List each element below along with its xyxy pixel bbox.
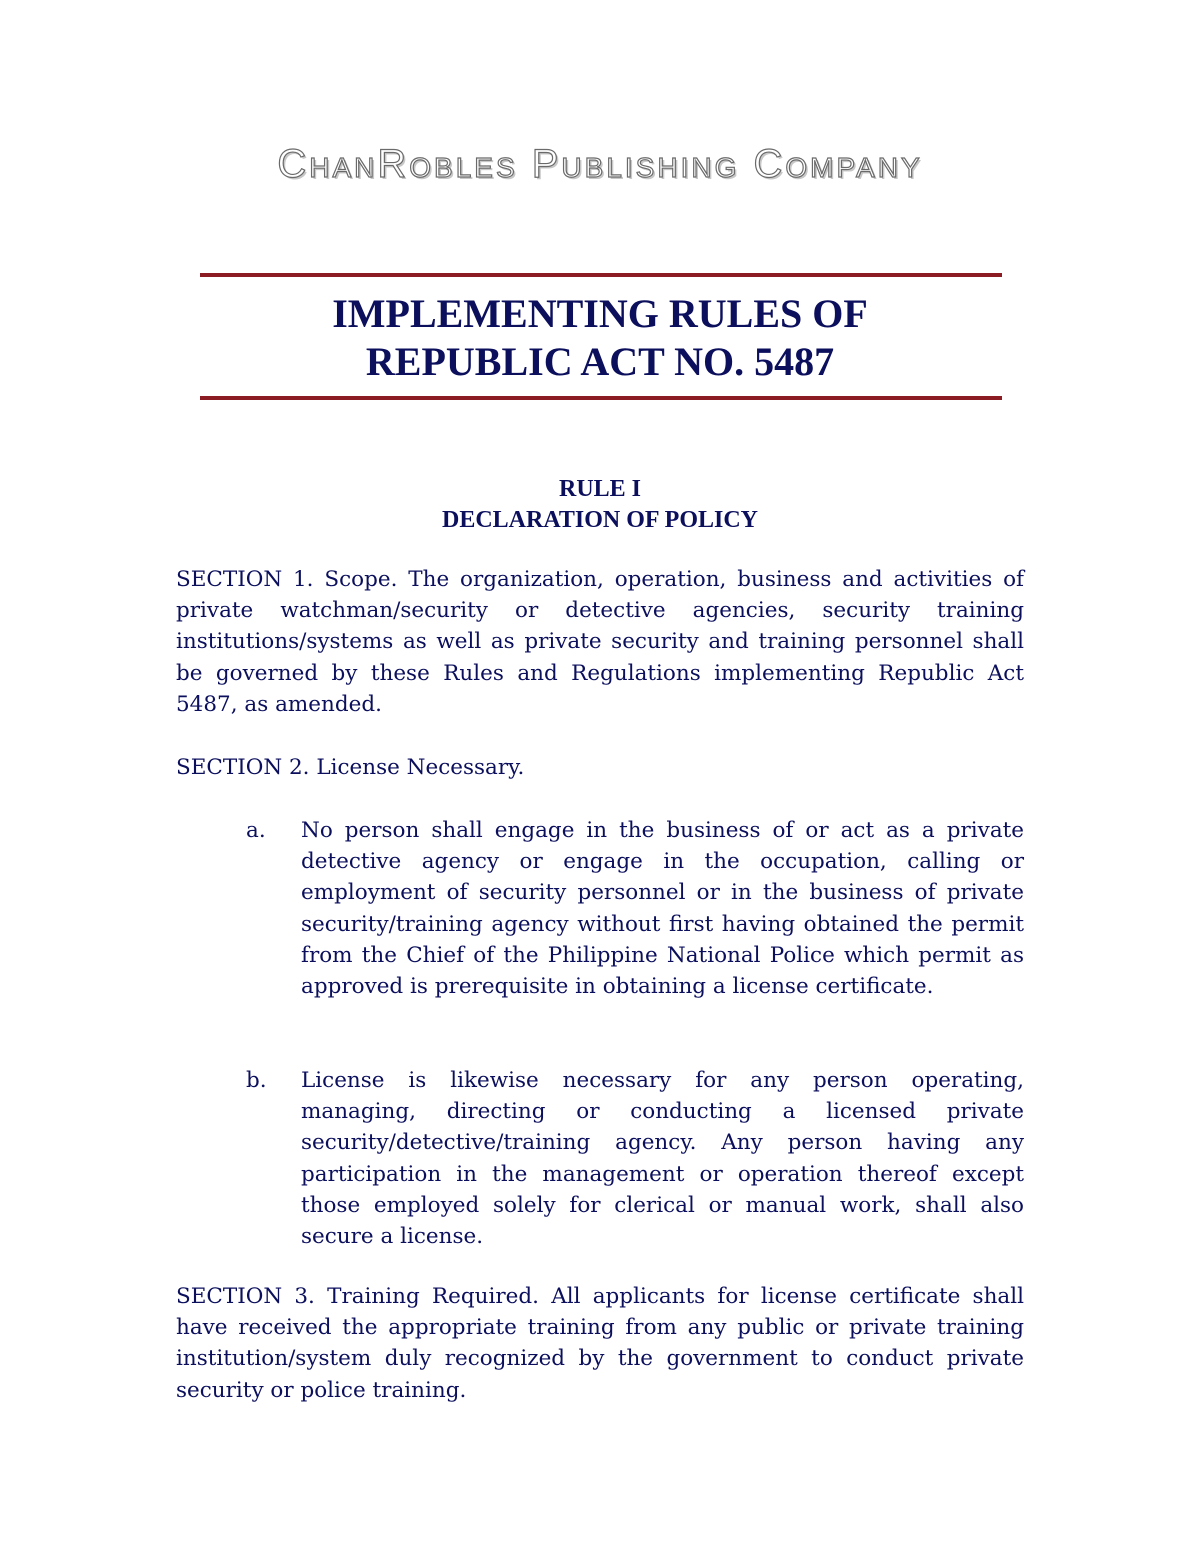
section-2-heading: SECTION 2. License Necessary.: [176, 755, 525, 780]
rule-number: RULE I: [558, 476, 642, 502]
list-marker-b: b.: [246, 1068, 267, 1093]
rule-title: DECLARATION OF POLICY: [441, 507, 759, 533]
title-top-divider: [200, 273, 1002, 277]
section-3-paragraph: SECTION 3. Training Required. All applicants for license certificate shall have received the appropriate training from any public or private training institution/system duly recognized by the government to conduct private security or police training.: [176, 1284, 1024, 1403]
publisher-header: ChanRobles Publishing Company: [277, 142, 923, 186]
list-text-a: No person shall engage in the business of or act as a private detective agency or engage in the occupation, calling or employment of security personnel or in the business of private security/training agency without first having obtained the permit from the Chief of the Philippine National Police which permit as approved is prerequisite in obtaining a license certificate.: [301, 818, 1024, 1000]
rule-heading: [0, 474, 1200, 536]
list-text-b: License is likewise necessary for any person operating, managing, directing or conducting a licensed private security/detective/training agency. Any person having any participation in the management or operation thereof except those employed solely for clerical or manual work, shall also secure a license.: [301, 1068, 1024, 1250]
title-line-1: IMPLEMENTING RULES OF: [332, 291, 868, 336]
list-marker-a: a.: [246, 818, 266, 843]
document-title: [0, 290, 1200, 386]
title-line-2: REPUBLIC ACT NO. 5487: [365, 339, 835, 384]
title-bottom-divider: [200, 396, 1002, 400]
section-1-paragraph: SECTION 1. Scope. The organization, operation, business and activities of private watchman/security or detective agencies, security training institutions/systems as well as private security and training personnel shall be governed by these Rules and Regulations implementing Republic Act 5487, as amended.: [176, 567, 1024, 717]
